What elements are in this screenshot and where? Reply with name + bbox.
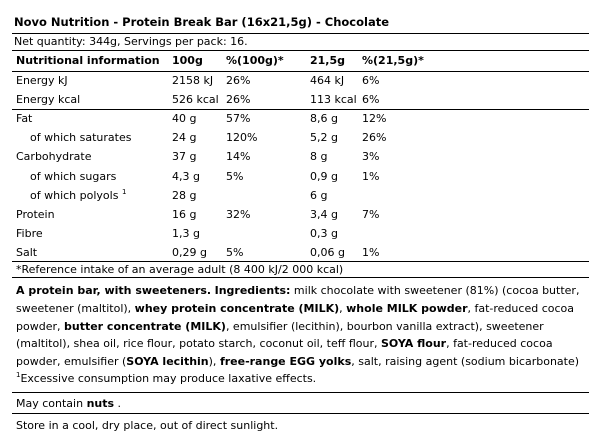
ingredient-emphasis: SOYA lecithin <box>126 354 209 368</box>
nutrient-name-text: Fibre <box>16 226 43 240</box>
ingredient-emphasis: whole MILK powder <box>346 302 468 316</box>
value-100g-text: 0,29 g <box>172 245 207 259</box>
value-serving <box>306 224 358 243</box>
percent-serving <box>358 205 589 224</box>
value-serving-text: 0,9 g <box>310 169 338 183</box>
percent-100g <box>222 166 306 185</box>
laxative-text: Excessive consumption may produce laxative effects. <box>20 372 317 386</box>
ingredient-text: , salt, raising agent (sodium bicarbonate) <box>351 354 580 368</box>
value-serving-text: 464 kJ <box>310 74 345 88</box>
value-serving-text: 6 g <box>310 188 328 202</box>
percent-serving <box>358 224 589 243</box>
percent-100g-text: 5% <box>226 169 244 183</box>
percent-serving <box>358 109 589 128</box>
percent-100g-text: 5% <box>226 245 244 259</box>
table-row <box>12 128 589 147</box>
value-100g <box>168 243 222 262</box>
nutrient-name <box>12 147 168 166</box>
percent-serving <box>358 128 589 147</box>
value-serving <box>306 166 358 185</box>
ingredient-text: , emulsifier (lecithin), bourbon vanilla extract), sweetener (maltitol), shea oil, rice flour, potato starch, coconut oil, teff flour, <box>16 319 544 351</box>
value-100g-text: 526 kcal <box>172 92 219 106</box>
nutrient-name-text: Energy kJ <box>16 74 68 88</box>
nutrient-name <box>12 224 168 243</box>
reference-intake-footnote: *Reference intake of an average adult (8 400 kJ/2 000 kcal) <box>16 263 344 277</box>
value-100g <box>168 109 222 128</box>
value-100g-text: 37 g <box>172 150 197 164</box>
value-serving <box>306 186 358 205</box>
value-serving <box>306 147 358 166</box>
value-100g-text: 16 g <box>172 207 197 221</box>
value-serving-text: 5,2 g <box>310 131 338 145</box>
percent-serving-text: 6% <box>362 92 380 106</box>
value-100g <box>168 90 222 109</box>
storage-instructions: Store in a cool, dry place, out of direct sunlight. <box>16 419 279 433</box>
nutrient-name <box>12 71 168 90</box>
value-serving <box>306 109 358 128</box>
table-header-row <box>12 51 589 71</box>
percent-100g-text: 120% <box>226 131 258 145</box>
value-serving <box>306 71 358 90</box>
value-serving-text: 0,06 g <box>310 245 345 259</box>
nutrient-name <box>12 166 168 185</box>
allergen-suffix: . <box>114 397 122 411</box>
value-100g-text: 4,3 g <box>172 169 200 183</box>
table-row <box>12 205 589 224</box>
nutrient-name-text: of which saturates <box>30 131 132 145</box>
percent-serving-text: 1% <box>362 169 380 183</box>
nutrient-name-text: Carbohydrate <box>16 150 92 164</box>
percent-100g-text: 32% <box>226 207 251 221</box>
ingredient-emphasis: whey protein concentrate (MILK) <box>134 302 340 316</box>
value-serving <box>306 90 358 109</box>
percent-serving <box>358 147 589 166</box>
nutrient-name-text: of which sugars <box>30 169 117 183</box>
value-100g <box>168 166 222 185</box>
percent-serving-text: 7% <box>362 207 380 221</box>
value-100g <box>168 71 222 90</box>
ingredient-text: , fat-reduced cocoa powder, emulsifier ( <box>16 337 553 368</box>
nutrient-name <box>12 243 168 262</box>
value-100g-text: 24 g <box>172 131 197 145</box>
ingredient-emphasis: Ingredients: <box>214 284 291 298</box>
ingredient-emphasis: free-range EGG yolks <box>219 354 352 368</box>
percent-100g-text: 14% <box>226 150 251 164</box>
nutrition-table <box>12 51 589 262</box>
percent-serving <box>358 90 589 109</box>
header-serving: 21,5g <box>306 51 358 71</box>
header-nutritional-information: Nutritional information <box>12 51 168 71</box>
value-100g-text: 40 g <box>172 112 197 126</box>
percent-100g-text: 26% <box>226 92 251 106</box>
nutrient-name <box>12 109 168 128</box>
ingredient-text: milk chocolate with sweetener (81%) (cocoa butter, sweetener (maltitol), <box>16 284 580 316</box>
table-row <box>12 147 589 166</box>
ingredient-emphasis: SOYA flour <box>380 337 447 351</box>
value-100g-text: 28 g <box>172 188 197 202</box>
header-percent-100g: %(100g)* <box>222 51 306 71</box>
value-100g <box>168 186 222 205</box>
percent-serving-text: 6% <box>362 74 380 88</box>
value-100g-text: 1,3 g <box>172 226 200 240</box>
percent-100g <box>222 147 306 166</box>
value-100g <box>168 128 222 147</box>
footnote-marker: 1 <box>16 371 21 380</box>
table-row <box>12 166 589 185</box>
table-row <box>12 243 589 262</box>
table-row <box>12 109 589 128</box>
percent-100g <box>222 109 306 128</box>
nutrient-name <box>12 186 168 205</box>
footnote-marker: 1 <box>121 187 127 196</box>
value-serving <box>306 243 358 262</box>
nutrient-name-text: of which polyols <box>30 188 119 202</box>
nutrient-name <box>12 205 168 224</box>
allergen-advice <box>12 393 589 413</box>
percent-100g-text: 57% <box>226 112 251 126</box>
product-title: Novo Nutrition - Protein Break Bar (16x21,5g) - Chocolate <box>14 15 389 29</box>
ingredient-text: , <box>339 302 347 316</box>
percent-serving-text: 26% <box>362 131 387 145</box>
value-serving-text: 3,4 g <box>310 207 338 221</box>
ingredient-text: , fat-reduced cocoa powder, <box>16 302 574 333</box>
percent-100g <box>222 224 306 243</box>
nutrient-name <box>12 128 168 147</box>
ingredient-emphasis: A protein bar, with sweeteners. <box>16 284 212 298</box>
value-serving-text: 0,3 g <box>310 226 338 240</box>
value-100g <box>168 147 222 166</box>
laxative-warning <box>12 373 589 392</box>
percent-100g <box>222 90 306 109</box>
net-quantity: Net quantity: 344g, Servings per pack: 16. <box>14 35 248 48</box>
allergen-prefix: May contain <box>16 397 87 411</box>
value-serving-text: 113 kcal <box>310 92 357 106</box>
value-100g <box>168 205 222 224</box>
nutrient-name-text: Salt <box>16 245 38 259</box>
percent-100g-text: 26% <box>226 74 251 88</box>
value-serving <box>306 128 358 147</box>
ingredient-text: ), <box>208 354 220 368</box>
percent-serving <box>358 243 589 262</box>
value-100g <box>168 224 222 243</box>
nutrient-name-text: Protein <box>16 207 55 221</box>
value-serving-text: 8,6 g <box>310 112 338 126</box>
ingredients-text <box>12 278 589 373</box>
table-row <box>12 90 589 109</box>
percent-serving <box>358 186 589 205</box>
allergen-nuts: nuts <box>86 397 115 411</box>
ingredient-emphasis: butter concentrate (MILK) <box>63 319 226 333</box>
percent-100g <box>222 186 306 205</box>
value-100g-text: 2158 kJ <box>172 74 214 88</box>
table-row <box>12 71 589 90</box>
percent-100g <box>222 128 306 147</box>
nutrition-label <box>12 13 589 434</box>
value-serving-text: 8 g <box>310 150 328 164</box>
nutrient-name <box>12 90 168 109</box>
percent-serving-text: 12% <box>362 112 387 126</box>
header-percent-serving: %(21,5g)* <box>358 51 589 71</box>
percent-100g <box>222 205 306 224</box>
header-100g: 100g <box>168 51 222 71</box>
nutrient-name-text: Fat <box>16 112 33 126</box>
percent-serving-text: 1% <box>362 245 380 259</box>
table-row <box>12 186 589 205</box>
table-row <box>12 224 589 243</box>
value-serving <box>306 205 358 224</box>
nutrient-name-text: Energy kcal <box>16 92 81 106</box>
percent-serving <box>358 166 589 185</box>
percent-serving-text: 3% <box>362 150 380 164</box>
percent-100g <box>222 71 306 90</box>
percent-100g <box>222 243 306 262</box>
percent-serving <box>358 71 589 90</box>
